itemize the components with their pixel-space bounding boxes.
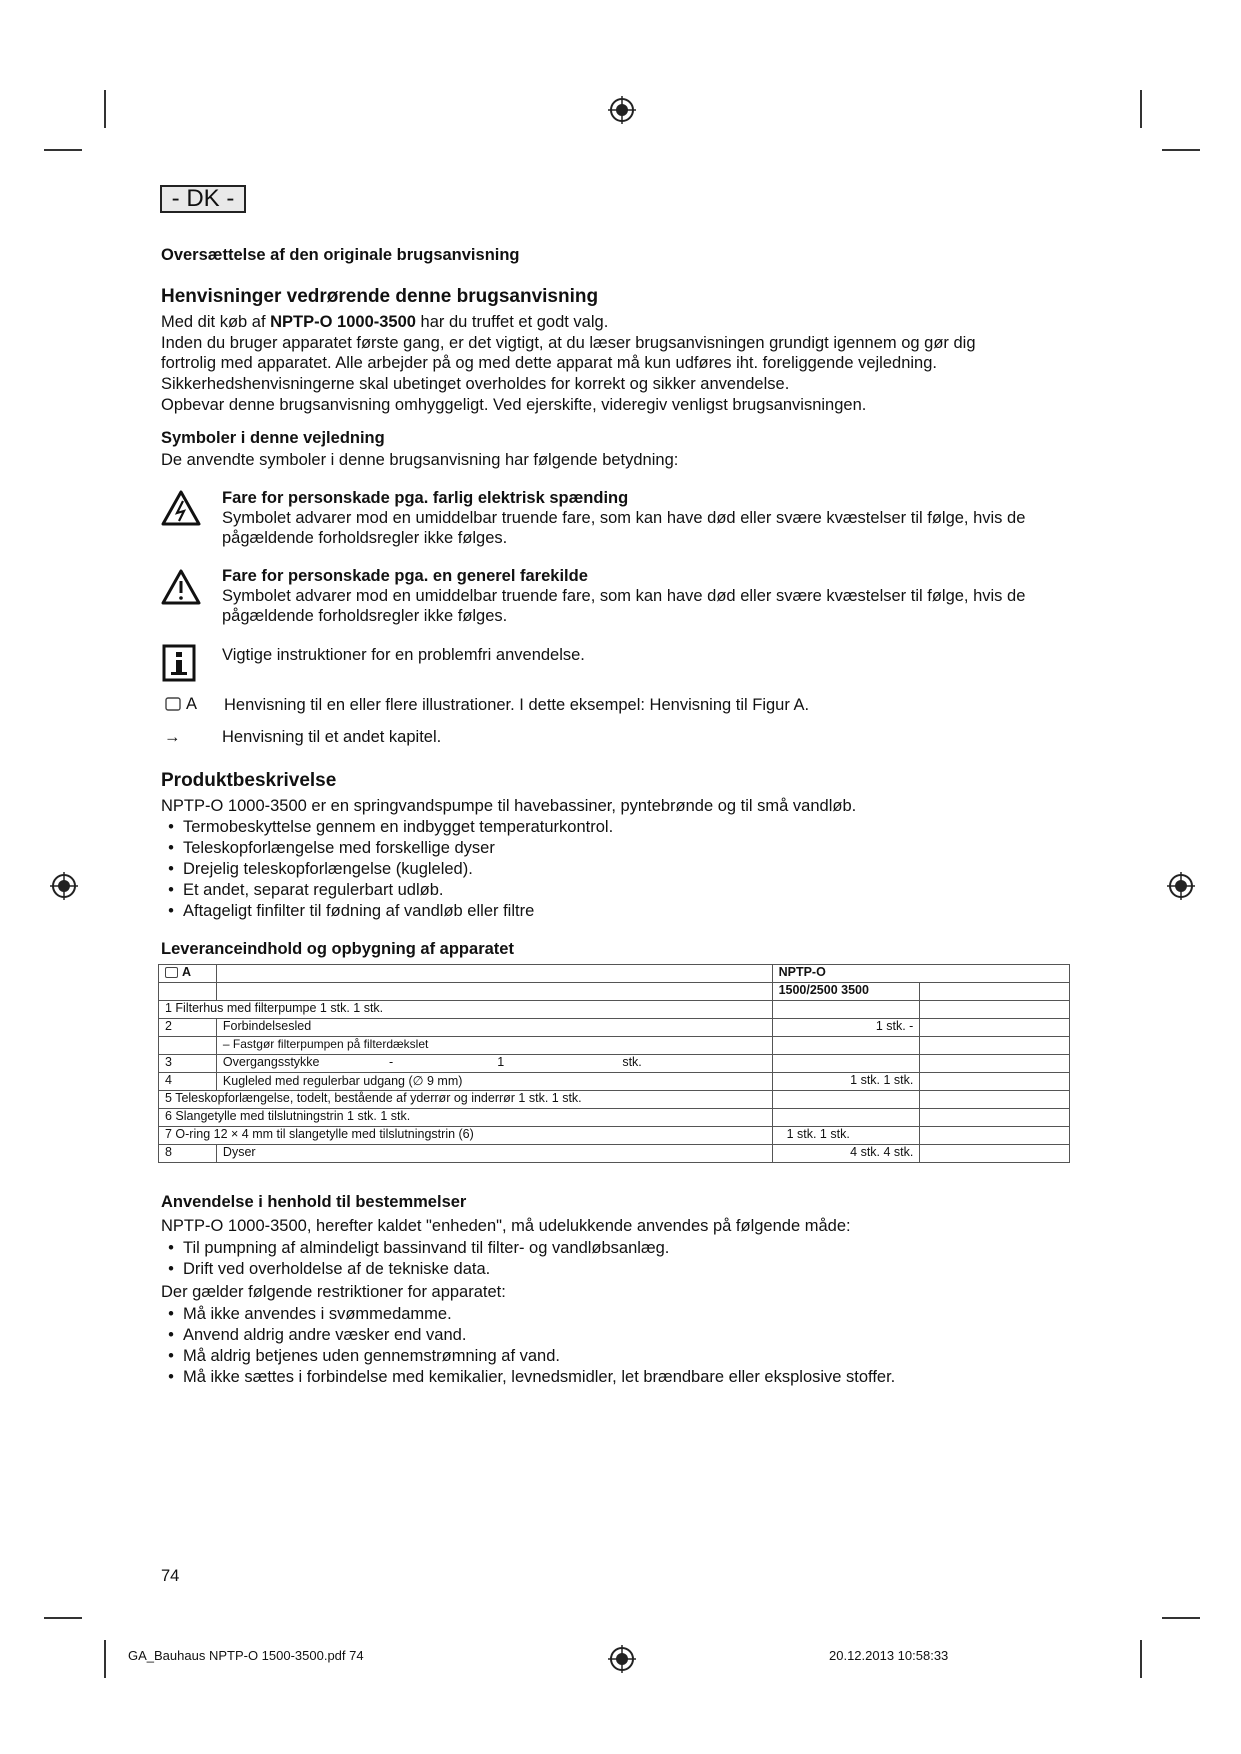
figure-ref-label: A	[186, 695, 198, 713]
registration-mark-icon	[608, 1645, 636, 1673]
list-item: • Anvend aldrig andre væsker end vand.	[161, 1325, 895, 1346]
list-item: • Aftageligt finfilter til fødning af vandløb eller filtre	[161, 901, 613, 922]
list-item: • Drift ved overholdelse af de tekniske data.	[161, 1259, 669, 1280]
footer-file: GA_Bauhaus NPTP-O 1500-3500.pdf 74	[128, 1648, 364, 1663]
table-cell	[216, 965, 772, 983]
table-header-model: NPTP-O	[772, 965, 1069, 983]
symbol-info-text: Vigtige instruktioner for en problemfri anvendelse.	[222, 646, 585, 664]
table-row: 3 Overgangsstykke - 1 stk.	[159, 1055, 1070, 1073]
crop-mark	[1140, 1640, 1142, 1678]
table-row: – Fastgør filterpumpen på filterdækslet	[159, 1037, 1070, 1055]
delivery-heading: Leveranceindhold og opbygning af apparatet	[161, 940, 514, 958]
crop-mark	[1162, 1617, 1200, 1619]
symbol-electric: Fare for personskade pga. farlig elektrisk spænding Symbolet advarer mod en umiddelbar truende fare, som kan have død eller svære kvæstelser til følge, hvis de pågældende forholdsregler ikke følges.	[222, 489, 1026, 547]
product-heading: Produktbeskrivelse	[161, 770, 337, 791]
product-features	[161, 817, 613, 922]
table-row: 5 Teleskopforlængelse, todelt, bestående af yderrør og inderrør 1 stk. 1 stk.	[159, 1091, 1070, 1109]
doc-subtitle: Oversættelse af den originale brugsanvisning	[161, 246, 520, 264]
crop-mark	[1140, 90, 1142, 128]
symbols-heading: Symboler i denne vejledning	[161, 429, 385, 447]
intro-line: fortrolig med apparatet. Alle arbejder på og med dette apparat må kun udføres iht. foreliggende vejledning.	[161, 354, 937, 372]
crop-mark	[44, 1617, 82, 1619]
table-row: 2 Forbindelsesled 1 stk. -	[159, 1019, 1070, 1037]
usage-list	[161, 1238, 669, 1280]
restrictions-intro: Der gælder følgende restriktioner for apparatet:	[161, 1283, 506, 1301]
table-row: 6 Slangetylle med tilslutningstrin 1 stk. 1 stk.	[159, 1109, 1070, 1127]
product-intro: NPTP-O 1000-3500 er en springvandspumpe til havebassiner, pyntebrønde og til små vandløb.	[161, 797, 857, 815]
symbol-general: Fare for personskade pga. en generel farekilde Symbolet advarer mod en umiddelbar truende fare, som kan have død eller svære kvæstelser til følge, hvis de pågældende forholdsregler ikke følges.	[222, 567, 1026, 625]
list-item: • Et andet, separat regulerbart udløb.	[161, 880, 613, 901]
usage-heading: Anvendelse i henhold til bestemmelser	[161, 1193, 467, 1211]
table-row	[159, 965, 1070, 983]
delivery-table	[158, 964, 1070, 1163]
table-row: 8 Dyser 4 stk. 4 stk.	[159, 1145, 1070, 1163]
figure-ref-text: Henvisning til en eller flere illustrationer. I dette eksempel: Henvisning til Figur A.	[224, 696, 810, 714]
crop-mark	[1162, 149, 1200, 151]
registration-mark-icon	[1167, 872, 1195, 900]
usage-intro: NPTP-O 1000-3500, herefter kaldet "enheden", må udelukkende anvendes på følgende måde:	[161, 1217, 851, 1235]
table-header-sizes: 1500/2500 3500	[772, 983, 920, 1001]
model-name: NPTP-O 1000-3500	[270, 313, 416, 331]
info-icon	[162, 644, 196, 682]
language-tag: - DK -	[160, 185, 246, 213]
crop-mark	[104, 1640, 106, 1678]
list-item: • Termobeskyttelse gennem en indbygget temperaturkontrol.	[161, 817, 613, 838]
list-item: • Teleskopforlængelse med forskellige dyser	[161, 838, 613, 859]
list-item: • Må aldrig betjenes uden gennemstrømning af vand.	[161, 1346, 895, 1367]
intro-line: Opbevar denne brugsanvisning omhyggeligt. Ved ejerskifte, videregiv venligst brugsanvisningen.	[161, 396, 867, 414]
figure-ref-icon	[165, 967, 178, 978]
figure-ref-icon	[165, 697, 181, 711]
general-hazard-icon	[161, 569, 201, 605]
footer-date: 20.12.2013 10:58:33	[829, 1648, 949, 1663]
list-item: • Til pumpning af almindeligt bassinvand til filter- og vandløbsanlæg.	[161, 1238, 669, 1259]
table-cell	[920, 983, 1070, 1001]
table-cell: A	[159, 965, 217, 983]
page-number: 74	[161, 1567, 180, 1585]
table-cell	[216, 983, 772, 1001]
registration-mark-icon	[50, 872, 78, 900]
registration-mark-icon	[608, 96, 636, 124]
restrictions-list	[161, 1304, 895, 1388]
list-item: • Må ikke anvendes i svømmedamme.	[161, 1304, 895, 1325]
arrow-icon: →	[164, 728, 181, 746]
table-row	[159, 983, 1070, 1001]
symbols-intro: De anvendte symboler i denne brugsanvisning har følgende betydning:	[161, 451, 679, 469]
intro-line: Inden du bruger apparatet første gang, er det vigtigt, at du læser brugsanvisningen grundigt igennem og gør dig	[161, 334, 976, 352]
list-item: • Må ikke sættes i forbindelse med kemikalier, levnedsmidler, let brændbare eller eksplosive stoffer.	[161, 1367, 895, 1388]
table-row: 7 O-ring 12 × 4 mm til slangetylle med tilslutningstrin (6) 1 stk. 1 stk.	[159, 1127, 1070, 1145]
intro-line: Sikkerhedshenvisningerne skal ubetinget overholdes for korrekt og sikker anvendelse.	[161, 375, 790, 393]
table-row: 1 Filterhus med filterpumpe 1 stk. 1 stk.	[159, 1001, 1070, 1019]
intro-heading: Henvisninger vedrørende denne brugsanvisning	[161, 286, 599, 307]
crop-mark	[44, 149, 82, 151]
electric-hazard-icon	[161, 490, 201, 526]
arrow-ref-text: Henvisning til et andet kapitel.	[222, 728, 442, 746]
list-item: • Drejelig teleskopforlængelse (kugleled).	[161, 859, 613, 880]
table-row: 4 Kugleled med regulerbar udgang (∅ 9 mm) 1 stk. 1 stk.	[159, 1073, 1070, 1091]
intro-line: Med dit køb af NPTP-O 1000-3500 har du truffet et godt valg.	[161, 313, 609, 331]
crop-mark	[104, 90, 106, 128]
table-cell	[159, 983, 217, 1001]
